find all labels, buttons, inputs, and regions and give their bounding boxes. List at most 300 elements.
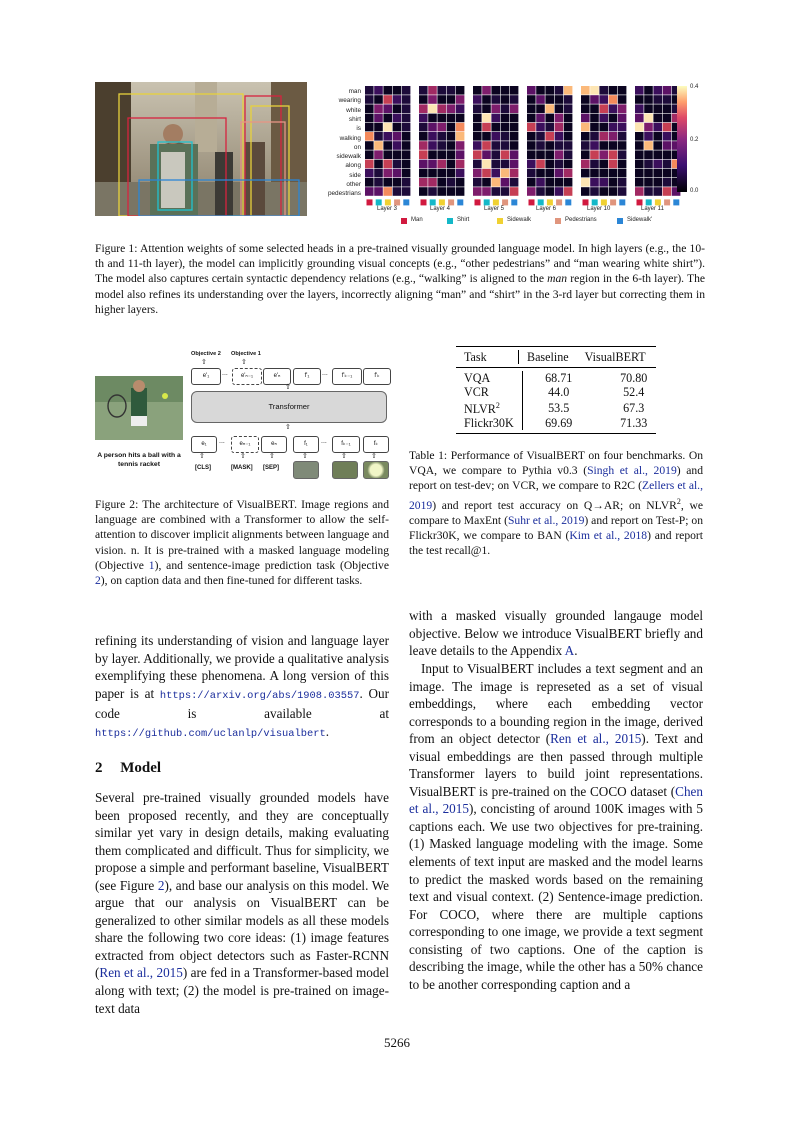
output-token: e'ₙ₋₁ <box>232 368 262 385</box>
heatmap-cell <box>635 86 644 95</box>
heatmap-cell <box>599 178 608 187</box>
heatmap-cell <box>599 114 608 123</box>
heatmap-cell <box>510 86 519 95</box>
heatmap-cell <box>447 169 456 178</box>
heatmap-cell <box>618 178 627 187</box>
github-url-link[interactable]: https://github.com/uclanlp/visualbert <box>95 727 326 740</box>
colorbar-tick: 0.2 <box>690 137 699 143</box>
word-label: pedestrians <box>327 190 361 198</box>
heatmap-cell <box>437 169 446 178</box>
heatmap-cell <box>545 178 554 187</box>
heatmap-cell <box>482 132 491 141</box>
table-cell: Flickr30K <box>456 416 522 430</box>
heatmap-cell <box>555 178 564 187</box>
arrow-up-icon: ⇧ <box>285 424 291 431</box>
word-label: man <box>348 88 361 95</box>
heatmap-cell <box>374 132 383 141</box>
heatmap-cell <box>581 150 590 159</box>
heatmap-cell <box>419 169 428 178</box>
heatmap-cell <box>473 123 482 132</box>
heatmap-cell <box>501 141 510 150</box>
table-header-row <box>456 350 654 364</box>
heatmap-cell <box>653 104 662 113</box>
objective-ref-link[interactable]: 1 <box>148 558 155 572</box>
heatmap-cell <box>447 104 456 113</box>
table-cell: 68.71 <box>545 371 573 385</box>
heatmap-cell <box>374 169 383 178</box>
heatmap-cell <box>564 187 573 196</box>
heatmap-cell <box>653 169 662 178</box>
word-label: is <box>356 125 361 133</box>
arrow-up-icon: ⇧ <box>269 453 275 460</box>
input-token: eₙ <box>261 436 287 453</box>
heatmap-cell <box>383 141 392 150</box>
region-color-swatch <box>637 199 643 205</box>
heatmap-cell <box>663 178 672 187</box>
heatmap-cell <box>510 95 519 104</box>
heatmap-cell <box>501 114 510 123</box>
heatmap-cell <box>555 150 564 159</box>
heatmap-cell <box>437 141 446 150</box>
heatmap-cell <box>555 123 564 132</box>
heatmap-cell <box>590 187 599 196</box>
heatmap-cell <box>402 104 411 113</box>
figure-1-caption <box>95 241 705 317</box>
region-color-swatch <box>421 199 427 205</box>
heatmap-cell <box>653 160 662 169</box>
arrow-up-icon: ⇧ <box>241 359 247 366</box>
heatmap-cell <box>501 86 510 95</box>
arrow-up-icon: ⇧ <box>199 453 205 460</box>
heatmap-cell <box>527 141 536 150</box>
word-label: sidewalk <box>336 153 361 161</box>
heatmap-cell <box>365 169 374 178</box>
heatmap-cell <box>663 141 672 150</box>
heatmap-cell <box>663 95 672 104</box>
heatmap-cell <box>581 141 590 150</box>
word-label: walking <box>339 134 361 142</box>
page-number: 5266 <box>384 1035 410 1050</box>
region-color-swatch <box>439 199 445 205</box>
heatmap-cell <box>428 95 437 104</box>
heatmap-cell <box>491 95 500 104</box>
heatmap-cell <box>473 95 482 104</box>
heatmap-cell <box>501 160 510 169</box>
output-token: f'ₖ <box>363 368 391 385</box>
heatmap-cell <box>510 114 519 123</box>
heatmap-cell <box>653 187 662 196</box>
heatmap-cell <box>456 160 465 169</box>
heatmap-cell <box>365 178 374 187</box>
heatmap-cell <box>482 123 491 132</box>
heatmap-cell <box>437 114 446 123</box>
heatmap-cell <box>564 178 573 187</box>
table-row <box>456 416 673 430</box>
heatmap-cell <box>473 104 482 113</box>
heatmap-cell <box>635 150 644 159</box>
heatmap-cell <box>644 114 653 123</box>
heatmap-cell <box>510 150 519 159</box>
heatmap-cell <box>393 123 402 132</box>
heatmap-cell <box>609 169 618 178</box>
heatmap-cell <box>473 150 482 159</box>
heatmap-cell <box>527 104 536 113</box>
heatmap-cell <box>437 187 446 196</box>
legend-label: Shirt <box>457 217 470 223</box>
heatmap-cell <box>545 187 554 196</box>
arxiv-url-link[interactable]: https://arxiv.org/abs/1908.03557 <box>159 689 360 702</box>
heatmap-cell <box>663 132 672 141</box>
heatmap-cell <box>374 150 383 159</box>
heatmap-cell <box>501 187 510 196</box>
citation-link[interactable]: Chen et al., 2015 <box>409 783 703 817</box>
heatmap-cell <box>635 95 644 104</box>
caption-text: , we compare to MaxEnt ( <box>409 498 703 527</box>
heatmap-cell <box>393 160 402 169</box>
heatmap-cell <box>456 123 465 132</box>
heatmap-cell <box>482 141 491 150</box>
heatmap-cell <box>663 114 672 123</box>
appendix-link[interactable]: A <box>564 643 575 659</box>
heatmap-cell <box>618 114 627 123</box>
heatmap-cell <box>365 104 374 113</box>
heatmap-cell <box>473 114 482 123</box>
heatmap-cell <box>491 169 500 178</box>
heatmap-cell <box>581 160 590 169</box>
region-color-swatch <box>493 199 499 205</box>
heatmap-cell <box>555 187 564 196</box>
heatmap-cell <box>393 114 402 123</box>
heatmap-cell <box>609 104 618 113</box>
region-color-swatch <box>484 199 490 205</box>
region-color-swatch <box>457 199 463 205</box>
citation-link[interactable]: Kim et al., 2018 <box>569 528 648 542</box>
heatmap-cell <box>590 178 599 187</box>
heatmap-cell <box>419 160 428 169</box>
heatmap-cell <box>374 187 383 196</box>
heatmap-cell <box>527 95 536 104</box>
heatmap-cell <box>609 86 618 95</box>
heatmap-cell <box>365 132 374 141</box>
heatmap-cell <box>555 104 564 113</box>
heatmap-cell <box>383 187 392 196</box>
heatmap-cell <box>510 160 519 169</box>
heatmap-cell <box>393 95 402 104</box>
input-token: f₁ <box>293 436 319 453</box>
heatmap-cell <box>437 160 446 169</box>
heatmap-cell <box>491 114 500 123</box>
citation-link[interactable]: Ren et al., 2015 <box>99 965 183 981</box>
results-table <box>456 350 654 364</box>
heatmap-cell <box>536 114 545 123</box>
heatmap-cell <box>545 169 554 178</box>
heatmap-cell <box>644 132 653 141</box>
heatmap-cell <box>609 95 618 104</box>
legend-label: Man <box>411 217 423 223</box>
heatmap-cell <box>536 132 545 141</box>
heatmap-cell <box>555 169 564 178</box>
heatmap-cell <box>663 187 672 196</box>
heatmap-cell <box>618 104 627 113</box>
region-color-swatch <box>619 199 625 205</box>
heatmap-cell <box>564 160 573 169</box>
input-token: fₖ₋₁ <box>332 436 360 453</box>
heatmap-cell <box>527 86 536 95</box>
heatmap-cell <box>590 86 599 95</box>
superscript: 2 <box>495 401 500 410</box>
body-text: refining its understanding of vision and language layer by layer. Additionally, we provide a qualitative analysis exemplifying these phenomena. A long version of this paper is at <box>95 633 389 701</box>
output-token: e'₁ <box>191 368 221 385</box>
region-color-swatch <box>502 199 508 205</box>
heatmap-cell <box>437 95 446 104</box>
arrow-up-icon: ⇧ <box>240 453 246 460</box>
street-photo <box>95 82 307 216</box>
region-thumbnail <box>332 461 358 479</box>
heatmap-cell <box>456 178 465 187</box>
output-token: f'₁ <box>293 368 321 385</box>
table-cell: 44.0 <box>548 385 570 399</box>
caption-text: ), on caption data and then fine-tuned for different tasks. <box>100 574 363 588</box>
heatmap-cell <box>447 178 456 187</box>
heatmap-cell <box>374 141 383 150</box>
caption-text: ), and sentence-image prediction task (Objective <box>154 558 389 572</box>
heatmap-cell <box>609 160 618 169</box>
heatmap-cell <box>644 187 653 196</box>
heatmap-cell <box>545 141 554 150</box>
heatmap-cell <box>581 114 590 123</box>
heatmap-cell <box>581 104 590 113</box>
ellipsis: ... <box>219 438 225 445</box>
body-text: Several pre-trained visually grounded models have been proposed recently, and they are conceptually similar yet vary in design details, making evaluating them complicated and difficult. Thus for simplicity, we propose a simple and performant baseline, VisualBERT (see Figure <box>95 790 389 893</box>
heatmap-cell <box>473 178 482 187</box>
figure-1 <box>95 82 705 232</box>
heatmap-cell <box>635 104 644 113</box>
legend-swatch <box>617 218 623 224</box>
citation-link[interactable]: Singh et al., 2019 <box>587 464 677 478</box>
heatmap-cell <box>428 104 437 113</box>
special-token: [MASK] <box>231 465 253 471</box>
caption-label: Figure 1: <box>95 242 138 255</box>
heatmap-cell <box>564 114 573 123</box>
heatmap-cell <box>491 86 500 95</box>
heatmap-cell <box>437 123 446 132</box>
heatmap-cell <box>402 141 411 150</box>
heatmap-cell <box>383 178 392 187</box>
heatmap-cell <box>402 86 411 95</box>
heatmap-cell <box>644 95 653 104</box>
table-row <box>456 371 673 385</box>
heatmap-cell <box>510 132 519 141</box>
heatmap-cell <box>491 123 500 132</box>
results-table-body <box>456 371 673 430</box>
citation-link[interactable]: Ren et al., 2015 <box>550 731 642 747</box>
word-label: side <box>349 171 361 179</box>
heatmap-cell <box>383 104 392 113</box>
heatmap-cell <box>383 150 392 159</box>
heatmap-cell <box>545 114 554 123</box>
citation-link[interactable]: Zellers et al., 2019 <box>409 479 703 512</box>
heatmap-cell <box>653 95 662 104</box>
heatmap-cell <box>393 141 402 150</box>
heatmap-cell <box>510 123 519 132</box>
heatmap-cell <box>599 150 608 159</box>
heatmap-cell <box>393 104 402 113</box>
heatmap-cell <box>428 150 437 159</box>
heatmap-cell <box>590 141 599 150</box>
heatmap-cell <box>419 104 428 113</box>
heatmap-cell <box>609 150 618 159</box>
heatmap-cell <box>644 169 653 178</box>
heatmap-cell <box>599 104 608 113</box>
heatmap-cell <box>581 187 590 196</box>
heatmap-cell <box>618 187 627 196</box>
heatmap-cell <box>365 123 374 132</box>
heatmap-cell <box>501 123 510 132</box>
region-color-swatch <box>556 199 562 205</box>
heatmap-cell <box>635 160 644 169</box>
heatmap-cell <box>491 160 500 169</box>
heatmap-cell <box>383 132 392 141</box>
heatmap-cell <box>482 114 491 123</box>
heatmap-cell <box>365 114 374 123</box>
region-color-swatch <box>385 199 391 205</box>
ellipsis: ... <box>321 438 327 445</box>
heatmap-cell <box>635 169 644 178</box>
heatmap-cell <box>527 178 536 187</box>
body-text: ), and base our analysis on this model. We argue that our analysis on VisualBERT can be generalized to other similar models as all these models share the following two core ideas: (1) image features extracted from object detectors such as Faster-RCNN ( <box>95 877 390 981</box>
heatmap-cell <box>581 86 590 95</box>
heatmap-cell <box>374 95 383 104</box>
heatmap-cell <box>564 169 573 178</box>
superscript: 2 <box>676 496 681 506</box>
left-paragraph-1 <box>95 632 389 743</box>
section-heading <box>95 760 161 777</box>
heatmap-cell <box>491 187 500 196</box>
heatmap-cell <box>527 132 536 141</box>
table-cell: VCR <box>456 385 522 399</box>
heatmap-cell <box>482 160 491 169</box>
heatmap-cell <box>402 132 411 141</box>
layer-label: Layer 4 <box>430 206 451 212</box>
caption-text: Attention weights of some selected heads in a pre-trained visually grounded language model. In high layers (e.g., the 10-th and 11-th layer), the model can implicitly grounding visual concepts (e.g., “other pedestrians” and “man wearing white shirt”). The model also captures certain syntactic dependency relations (e.g., “walking” is aligned to the <box>95 242 705 286</box>
heatmap-cell <box>653 114 662 123</box>
heatmap-cell <box>374 123 383 132</box>
heatmap-cell <box>581 123 590 132</box>
heatmap-cell <box>402 114 411 123</box>
heatmap-cell <box>510 141 519 150</box>
heatmap-cell <box>590 123 599 132</box>
heatmap-cell <box>663 86 672 95</box>
legend-label: Sidewalk' <box>627 217 653 223</box>
heatmap-cell <box>581 178 590 187</box>
table-row <box>456 385 673 399</box>
right-paragraph-1 <box>409 607 703 660</box>
heatmap-cell <box>491 132 500 141</box>
citation-link[interactable]: Suhr et al., 2019 <box>507 513 585 527</box>
section-number: 2 <box>95 760 103 776</box>
heatmap-cell <box>482 150 491 159</box>
heatmap-cell <box>501 104 510 113</box>
table-cell: 53.5 <box>548 400 570 415</box>
heatmap-cell <box>456 114 465 123</box>
colorbar-tick: 0.0 <box>690 188 699 194</box>
colorbar <box>677 86 687 192</box>
heatmap-cell <box>527 150 536 159</box>
heatmap-cell <box>545 104 554 113</box>
legend <box>401 217 691 227</box>
heatmap-cell <box>383 114 392 123</box>
region-color-swatch <box>565 199 571 205</box>
table-1-caption <box>409 448 703 558</box>
heatmap-cell <box>590 132 599 141</box>
heatmap-cell <box>536 86 545 95</box>
region-color-swatch <box>403 199 409 205</box>
objective-ref-link[interactable]: 2 <box>95 574 101 588</box>
heatmap-cell <box>653 150 662 159</box>
transformer-block: Transformer <box>191 391 387 423</box>
heatmap-cell <box>564 150 573 159</box>
heatmap-cell <box>536 104 545 113</box>
heatmap-cell <box>590 169 599 178</box>
heatmap-cell <box>365 86 374 95</box>
right-paragraph-2 <box>409 660 703 993</box>
heatmap-cell <box>456 187 465 196</box>
body-text: . <box>574 643 578 659</box>
heatmap-cell <box>618 169 627 178</box>
region-color-swatch <box>547 199 553 205</box>
heatmap-cell <box>393 187 402 196</box>
heatmap-cell <box>527 160 536 169</box>
heatmap-cell <box>663 150 672 159</box>
heatmap-cell <box>447 86 456 95</box>
region-color-swatch <box>538 199 544 205</box>
heatmap-cell <box>419 178 428 187</box>
heatmap-cell <box>419 123 428 132</box>
heatmap-cell <box>437 150 446 159</box>
heatmap-cell <box>482 95 491 104</box>
heatmap-cell <box>393 150 402 159</box>
heatmap-cell <box>428 123 437 132</box>
heatmap-cell <box>428 178 437 187</box>
body-text: Input to VisualBERT includes a text segment and an image. The image is represeted as a set of visual embeddings, where each embedding vector corresponds to a bounding region in the image, derived from an object detector ( <box>409 661 703 747</box>
heatmap-cell <box>447 141 456 150</box>
region-color-swatch <box>655 199 661 205</box>
caption-text: ) and report on test-dev; on VCR, we compare to R2C ( <box>409 464 703 493</box>
table-cell: 70.80 <box>620 371 648 385</box>
section-title: Model <box>120 760 162 776</box>
word-label: along <box>345 162 361 170</box>
heatmap-cell <box>536 95 545 104</box>
arrow-up-icon: ⇧ <box>341 453 347 460</box>
heatmap-cell <box>473 86 482 95</box>
region-color-swatch <box>673 199 679 205</box>
heatmap-cell <box>428 169 437 178</box>
word-label: other <box>346 181 361 188</box>
region-color-swatch <box>601 199 607 205</box>
heatmap-cell <box>618 132 627 141</box>
heatmap-cell <box>581 169 590 178</box>
figure-ref-link[interactable]: 2 <box>157 877 165 893</box>
heatmap-cell <box>419 132 428 141</box>
heatmap-cell <box>393 178 402 187</box>
heatmap-cell <box>644 178 653 187</box>
heatmap-cell <box>456 169 465 178</box>
heatmap-cell <box>644 86 653 95</box>
heatmap-cell <box>482 187 491 196</box>
heatmap-cell <box>644 150 653 159</box>
heatmap-cell <box>419 141 428 150</box>
table-row <box>456 399 673 416</box>
